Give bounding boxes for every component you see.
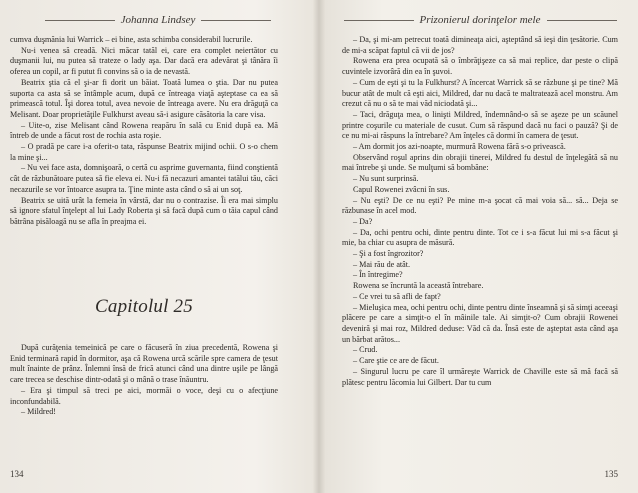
paragraph: – Nu vei face asta, domnişoară, o certă cu asprime guvernanta, fiind conştientă cât de răzbunătoare putea să fie eleva ei. Nu-i fă necazuri amantei tatălui tău, căci necazurile se vor întoarce asupra ta. Ţine minte asta când o să ai un soţ.	[10, 163, 278, 194]
running-header-left	[0, 14, 316, 26]
paragraph: – Mieluşica mea, ochi pentru ochi, dinte pentru dinte înseamnă şi să simţi aceeaşi plăcere pe care a simţit-o el în mâinile tale. Ai simţit-o? Cum obrajii Rowenei deveniră şi mai roz, Mildred deduse: Văd că da. Însă este de aşteptat asta când aşa un bărbat arătos...	[342, 302, 618, 344]
page-number-right: 135	[604, 469, 618, 479]
right-page	[322, 0, 638, 493]
header-title: Prizonierul dorinţelor mele	[419, 14, 541, 26]
paragraph: – Ce vrei tu să afli de fapt?	[353, 291, 441, 301]
header-rule	[344, 20, 414, 21]
paragraph: – Am dormit jos azi-noapte, murmură Rowena fără s-o privească.	[353, 142, 566, 152]
left-body-text	[10, 35, 278, 228]
page-number-left: 134	[10, 469, 24, 479]
paragraph: – Nu sunt surprinsă.	[353, 174, 419, 184]
paragraph: – Nu eşti? De ce nu eşti? Pe mine m-a şocat că mai voia să... să... Deja se răzbunase în acel mod.	[342, 195, 618, 216]
header-title: Johanna Lindsey	[120, 14, 196, 26]
paragraph: Capul Rowenei zvâcni în sus.	[353, 184, 450, 194]
paragraph: – În întregime?	[353, 270, 403, 280]
paragraph: Rowena era prea ocupată să o îmbrăţişeze ca să mai replice, dar peste o clipă cuvintele izvorâră din ea în şuvoi.	[342, 56, 618, 77]
left-page	[0, 0, 316, 493]
left-chapter-text	[10, 343, 278, 418]
paragraph: Beatrix se uită urât la femeia în vârstă, dar nu o contrazise. Îi era mai simplu să ignore sfatul înţelept al lui Lady Roberta şi să facă după cum o tăia capul când bătrâna pisăloagă nu se afla în preajma ei.	[10, 195, 278, 226]
paragraph: – Mai rău de atât.	[353, 259, 411, 269]
header-rule	[547, 20, 617, 21]
paragraph: – Cum de eşti şi tu la Fulkhurst? A încercat Warrick să se răzbune şi pe tine? Mă bucur atât de mult că eşti aici, Mildred, dar nu dacă te maltratează acel monstru. Am crezut că nu o să te mai văd niciodată şi...	[342, 77, 618, 109]
paragraph: – Şi a fost îngrozitor?	[353, 249, 424, 259]
paragraph: – Mildred!	[21, 407, 56, 417]
paragraph: – O pradă pe care i-a oferit-o tata, răspunse Beatrix mijind ochii. O s-o chem la mine şi...	[10, 142, 278, 162]
paragraph: – Era şi timpul să treci pe aici, mormăi o voce, deşi cu o afecţiune inconfundabilă.	[10, 385, 278, 406]
paragraph: Nu-i venea să creadă. Nici măcar tatăl ei, care era complet neiertător cu duşmanii lui, nu putea să trateze o lady aşa. Dar dacă era adevărat şi tânăra îi oferea un copil, ar fi putut fi convins să o ia de nevastă.	[10, 45, 278, 77]
paragraph: – Care ştie ce are de făcut.	[353, 356, 439, 366]
paragraph: – Da, şi mi-am petrecut toată dimineaţa aici, aşteptând să ieşi din ţesătorie. Cum de mi-a scăpat faptul că vii de jos?	[342, 35, 618, 55]
paragraph: Rowena se încruntă la această întrebare.	[353, 281, 484, 291]
paragraph: cumva duşmănia lui Warrick – ei bine, asta schimba considerabil lucrurile.	[10, 35, 253, 44]
paragraph: – Taci, drăguţa mea, o linişti Mildred, îndemnând-o să se aşeze pe un scăunel printre coşurile cu materiale de cusut. Cum să răspund dacă nu faci o pauză? Şi de ce nu mi-ai răspuns la întrebare? Am înţeles că dormi în camera de ţesut.	[342, 109, 618, 141]
header-rule	[201, 20, 271, 21]
paragraph: După curăţenia temeinică pe care o făcuseră în ziua precedentă, Rowena şi Enid terminară rapid în dormitor, aşa că Rowena urcă scările spre camera de ţesut mult înainte de prânz. Înlemni însă de frică atunci când una dintre uşile pe lângă care trecea se deschise dintr-odată şi o mână o trase înăuntru.	[10, 343, 278, 385]
paragraph: Observând roşul aprins din obrajii tinerei, Mildred fu destul de înţelegătă să nu mai întrebe şi unde. Se mulţumi să bombăne:	[342, 152, 618, 173]
paragraph: – Singurul lucru pe care îl urmăreşte Warrick de Chaville este să mă facă să plătesc pentru lăcomia lui Gilbert. Dar tu cum	[342, 366, 618, 387]
paragraph: – Da?	[353, 216, 373, 226]
paragraph: – Da, ochi pentru ochi, dinte pentru dinte. Tot ce i s-a făcut lui mi s-a făcut şi mie, ba chiar cu asupra de măsură.	[342, 227, 618, 248]
paragraph: – Uite-o, zise Melisant când Rowena reapăru în sală cu Enid după ea. Mă întreb de unde a făcut rost de rochia asta roşie.	[10, 120, 278, 141]
paragraph: Beatrix ştia că el şi-ar fi dorit un băiat. Toată lumea o ştia. Dar nu putea suporta ca asta să se întâmple acum, după ce întreaga viaţă aşteptase ca ea să primească totul. Îşi dorea totul, avea nevoie de întreaga avere. Nu era drăguţă ca Melisant. Doar proprietăţile Fulkhurst aveau să-i asigure căsătoria la care visa.	[10, 77, 278, 119]
running-header-right	[322, 14, 638, 26]
header-rule	[45, 20, 115, 21]
paragraph: – Crud.	[353, 345, 378, 355]
chapter-title: Capitolul 25	[95, 296, 193, 317]
right-body-text	[342, 35, 618, 388]
